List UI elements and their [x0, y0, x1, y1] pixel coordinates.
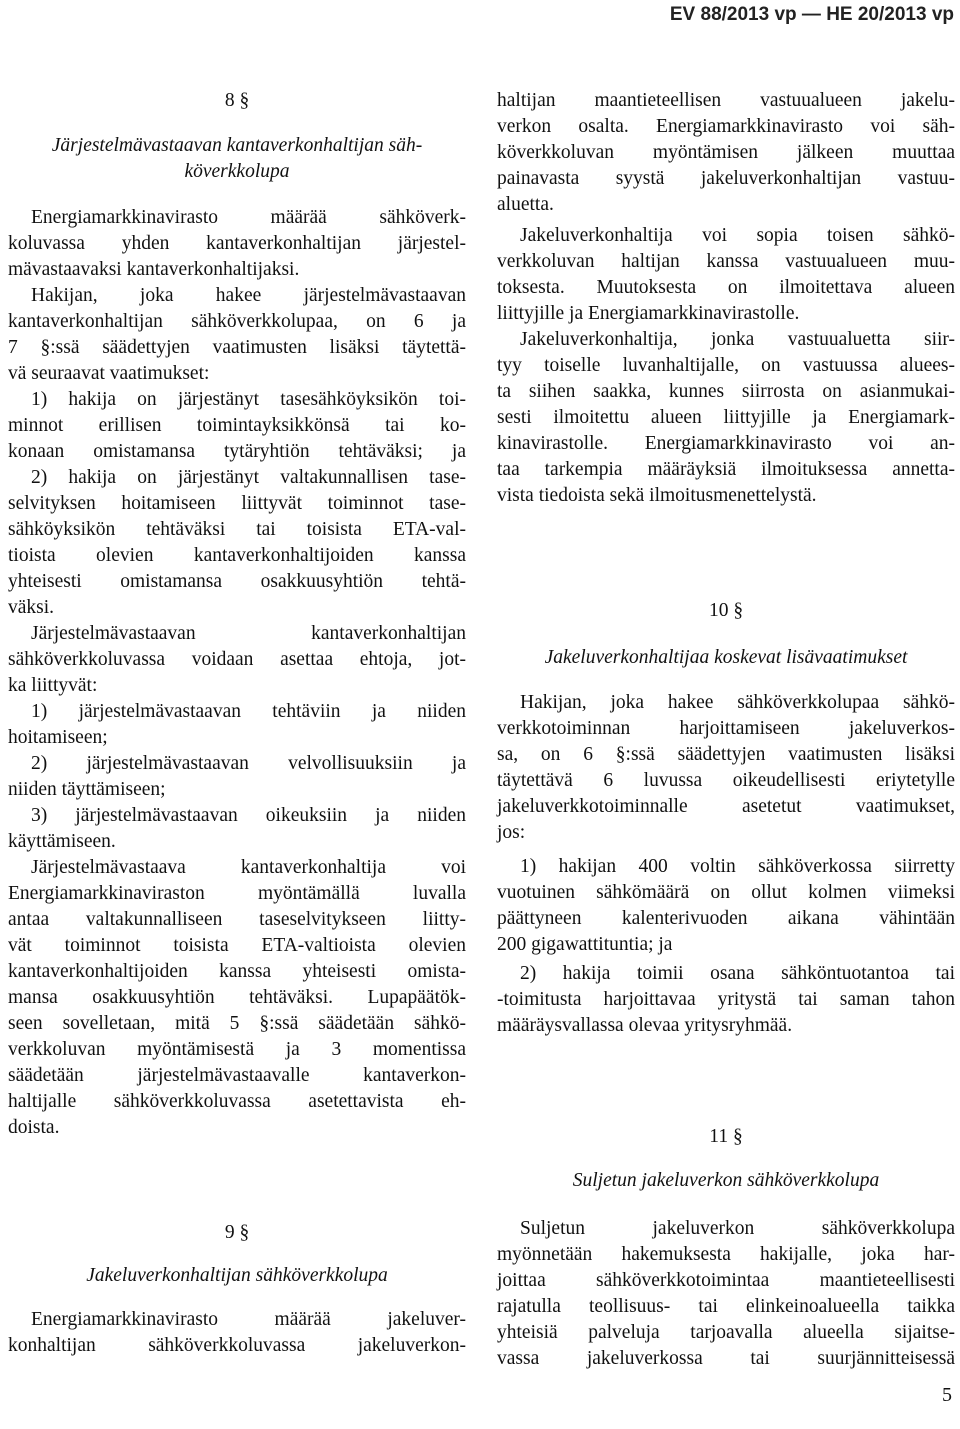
section-number: 9 § [224, 1222, 250, 1243]
text-line: 1) hakija on järjestänyt tasesähköyksikön toi- [31, 389, 466, 410]
text-line: hoitamiseen; [8, 727, 108, 748]
text-line: vista tiedoista sekä ilmoitusmenettelystä. [497, 485, 817, 506]
text-line: 200 gigawattituntia; ja [497, 934, 673, 955]
section-number: 10 § [708, 600, 744, 621]
text-line: Hakijan, joka hakee sähköverkkolupaa sähkö- [520, 692, 955, 713]
text-line: väksi. [8, 597, 55, 618]
text-line: koluvassa yhden kantaverkonhaltijan järjestel- [8, 233, 466, 254]
text-line: täytettävä 6 luvussa oikeudellisesti eriytetylle [497, 770, 955, 791]
text-line: 1) järjestelmävastaavan tehtäviin ja niiden [31, 701, 466, 722]
text-line: kantaverkonhaltijan sähköverkkolupaa, on 6 ja [8, 311, 466, 332]
text-line: vassa jakeluverkossa tai suurjännitteisessä [497, 1348, 955, 1369]
text-line: köverkkoluvan myöntämisen jälkeen muuttaa [497, 142, 955, 163]
text-line: ta siihen saakka, kunnes siirrosta on asianmukai- [497, 381, 955, 402]
text-line: liittyjille ja Energiamarkkinavirastolle. [497, 303, 800, 324]
text-line: painavasta syystä jakeluverkonhaltijan vastuu- [497, 168, 955, 189]
text-line: säädetään järjestelmävastaavalle kantaverkon- [8, 1065, 466, 1086]
text-line: haltijan maantieteellisen vastuualueen jakelu- [497, 90, 955, 111]
text-line: sähköyksikön tehtäväksi tai toisista ETA-val- [8, 519, 466, 540]
section-title: Järjestelmävastaavan kantaverkonhaltijan säh- [51, 135, 423, 156]
text-line: minnot erillisen toimintayksikkönsä tai ko- [8, 415, 466, 436]
text-line: toksesta. Muutoksesta on ilmoitettava alueen [497, 277, 955, 298]
section-number: 11 § [709, 1126, 743, 1147]
text-line: selvityksen hoitamiseen liittyvät toiminnot tase- [8, 493, 466, 514]
text-line: 7 §:ssä säädettyjen vaatimusten lisäksi täytettä- [8, 337, 466, 358]
section-title: Jakeluverkonhaltijan sähköverkkolupa [86, 1265, 388, 1286]
text-line: kantaverkonhaltijoiden kanssa yhteisesti omista- [8, 961, 466, 982]
page-number: 5 [942, 1384, 952, 1406]
text-line: Suljetun jakeluverkon sähköverkkolupa [520, 1218, 955, 1239]
text-line: joittaa sähköverkkotoimintaa maantieteellisesti [497, 1270, 955, 1291]
text-line: konaan omistamansa tytäryhtiön tehtäväksi; ja [8, 441, 466, 462]
text-line: vät toiminnot toisista ETA-valtioista olevien [8, 935, 466, 956]
text-line: 1) hakijan 400 voltin sähköverkossa siirretty [520, 856, 955, 877]
text-line: rajatulla teollisuus- tai elinkeinoalueella taikka [497, 1296, 955, 1317]
text-line: vä seuraavat vaatimukset: [8, 363, 210, 384]
text-line: sa, on 6 §:ssä säädettyjen vaatimusten lisäksi [497, 744, 955, 765]
text-line: käyttämiseen. [8, 831, 116, 852]
text-line: Hakijan, joka hakee järjestelmävastaavan [31, 285, 466, 306]
text-line: sesti ilmoitettu alueen liittyjille ja Energiamark- [497, 407, 955, 428]
text-line: Järjestelmävastaava kantaverkonhaltija voi [31, 857, 466, 878]
text-line: 2) järjestelmävastaavan velvollisuuksiin ja [31, 753, 466, 774]
text-line: päättyneen kalenterivuoden aikana vähintään [497, 908, 955, 929]
text-line: vuotuinen sähkömäärä on ollut kolmen viimeksi [497, 882, 955, 903]
text-line: Järjestelmävastaavan kantaverkonhaltijan [31, 623, 466, 644]
text-line: verkkoluvan myöntämisestä ja 3 momentissa [8, 1039, 466, 1060]
text-line: kinavirastolle. Energiamarkkinavirasto voi an- [497, 433, 955, 454]
text-line: verkkoluvan haltijan kanssa vastuualueen muu- [497, 251, 955, 272]
text-line: 2) hakija toimii osana sähköntuotantoa tai [520, 963, 955, 984]
text-line: Energiamarkkinaviraston myöntämällä luvalla [8, 883, 466, 904]
section-number: 8 § [224, 90, 250, 111]
text-line: Energiamarkkinavirasto määrää jakeluver- [31, 1309, 466, 1330]
text-line: Jakeluverkonhaltija, jonka vastuualuetta siir- [520, 329, 955, 350]
text-line: seen sovelletaan, mitä 5 §:ssä säädetään sähkö- [8, 1013, 466, 1034]
text-line: ka liittyvät: [8, 675, 98, 696]
text-line: jos: [497, 822, 526, 843]
text-line: taa tarkempia määräyksiä ilmoituksessa annetta- [497, 459, 955, 480]
text-line: määräysvallassa olevaa yritysryhmää. [497, 1015, 793, 1036]
section-title: Jakeluverkonhaltijaa koskevat lisävaatimukset [544, 647, 908, 668]
text-line: konhaltijan sähköverkkoluvassa jakeluverkon- [8, 1335, 466, 1356]
text-line: haltijalle sähköverkkoluvassa asetettavista eh- [8, 1091, 466, 1112]
text-line: tyy toiselle luvanhaltijalle, on vastuussa aluees- [497, 355, 955, 376]
text-line: 2) hakija on järjestänyt valtakunnallisen tase- [31, 467, 466, 488]
section-title: Suljetun jakeluverkon sähköverkkolupa [572, 1170, 880, 1191]
text-line: niiden täyttämiseen; [8, 779, 166, 800]
text-line: 3) järjestelmävastaavan oikeuksiin ja niiden [31, 805, 466, 826]
text-line: verkkotoiminnan harjoittamiseen jakeluverkos- [497, 718, 955, 739]
text-line: sähköverkkoluvassa voidaan asettaa ehtoja, jot- [8, 649, 466, 670]
text-line: aluetta. [497, 194, 554, 215]
text-line: -toimitusta harjoittavaa yritystä tai saman tahon [497, 989, 955, 1010]
text-line: jakeluverkkotoiminnalle asetetut vaatimukset, [497, 796, 955, 817]
text-line: Jakeluverkonhaltija voi sopia toisen sähkö- [520, 225, 955, 246]
text-line: myönnetään hakemuksesta hakijalle, joka har- [497, 1244, 955, 1265]
text-line: doista. [8, 1117, 60, 1138]
section-title: köverkkolupa [184, 161, 290, 182]
text-line: Energiamarkkinavirasto määrää sähköverk- [31, 207, 466, 228]
text-line: yhteisesti omistamansa osakkuusyhtiön tehtä- [8, 571, 466, 592]
document-header: EV 88/2013 vp — HE 20/2013 vp [669, 4, 954, 25]
text-line: verkon osalta. Energiamarkkinavirasto voi säh- [497, 116, 955, 137]
text-line: antaa valtakunnalliseen taseselvitykseen liitty- [8, 909, 466, 930]
text-line: mansa osakkuusyhtiön tehtäväksi. Lupapäätök- [8, 987, 466, 1008]
text-line: tioista olevien kantaverkonhaltijoiden kanssa [8, 545, 466, 566]
text-line: yhteisiä palveluja tarjoavalla alueella sijaitse- [497, 1322, 955, 1343]
text-line: mävastaavaksi kantaverkonhaltijaksi. [8, 259, 300, 280]
